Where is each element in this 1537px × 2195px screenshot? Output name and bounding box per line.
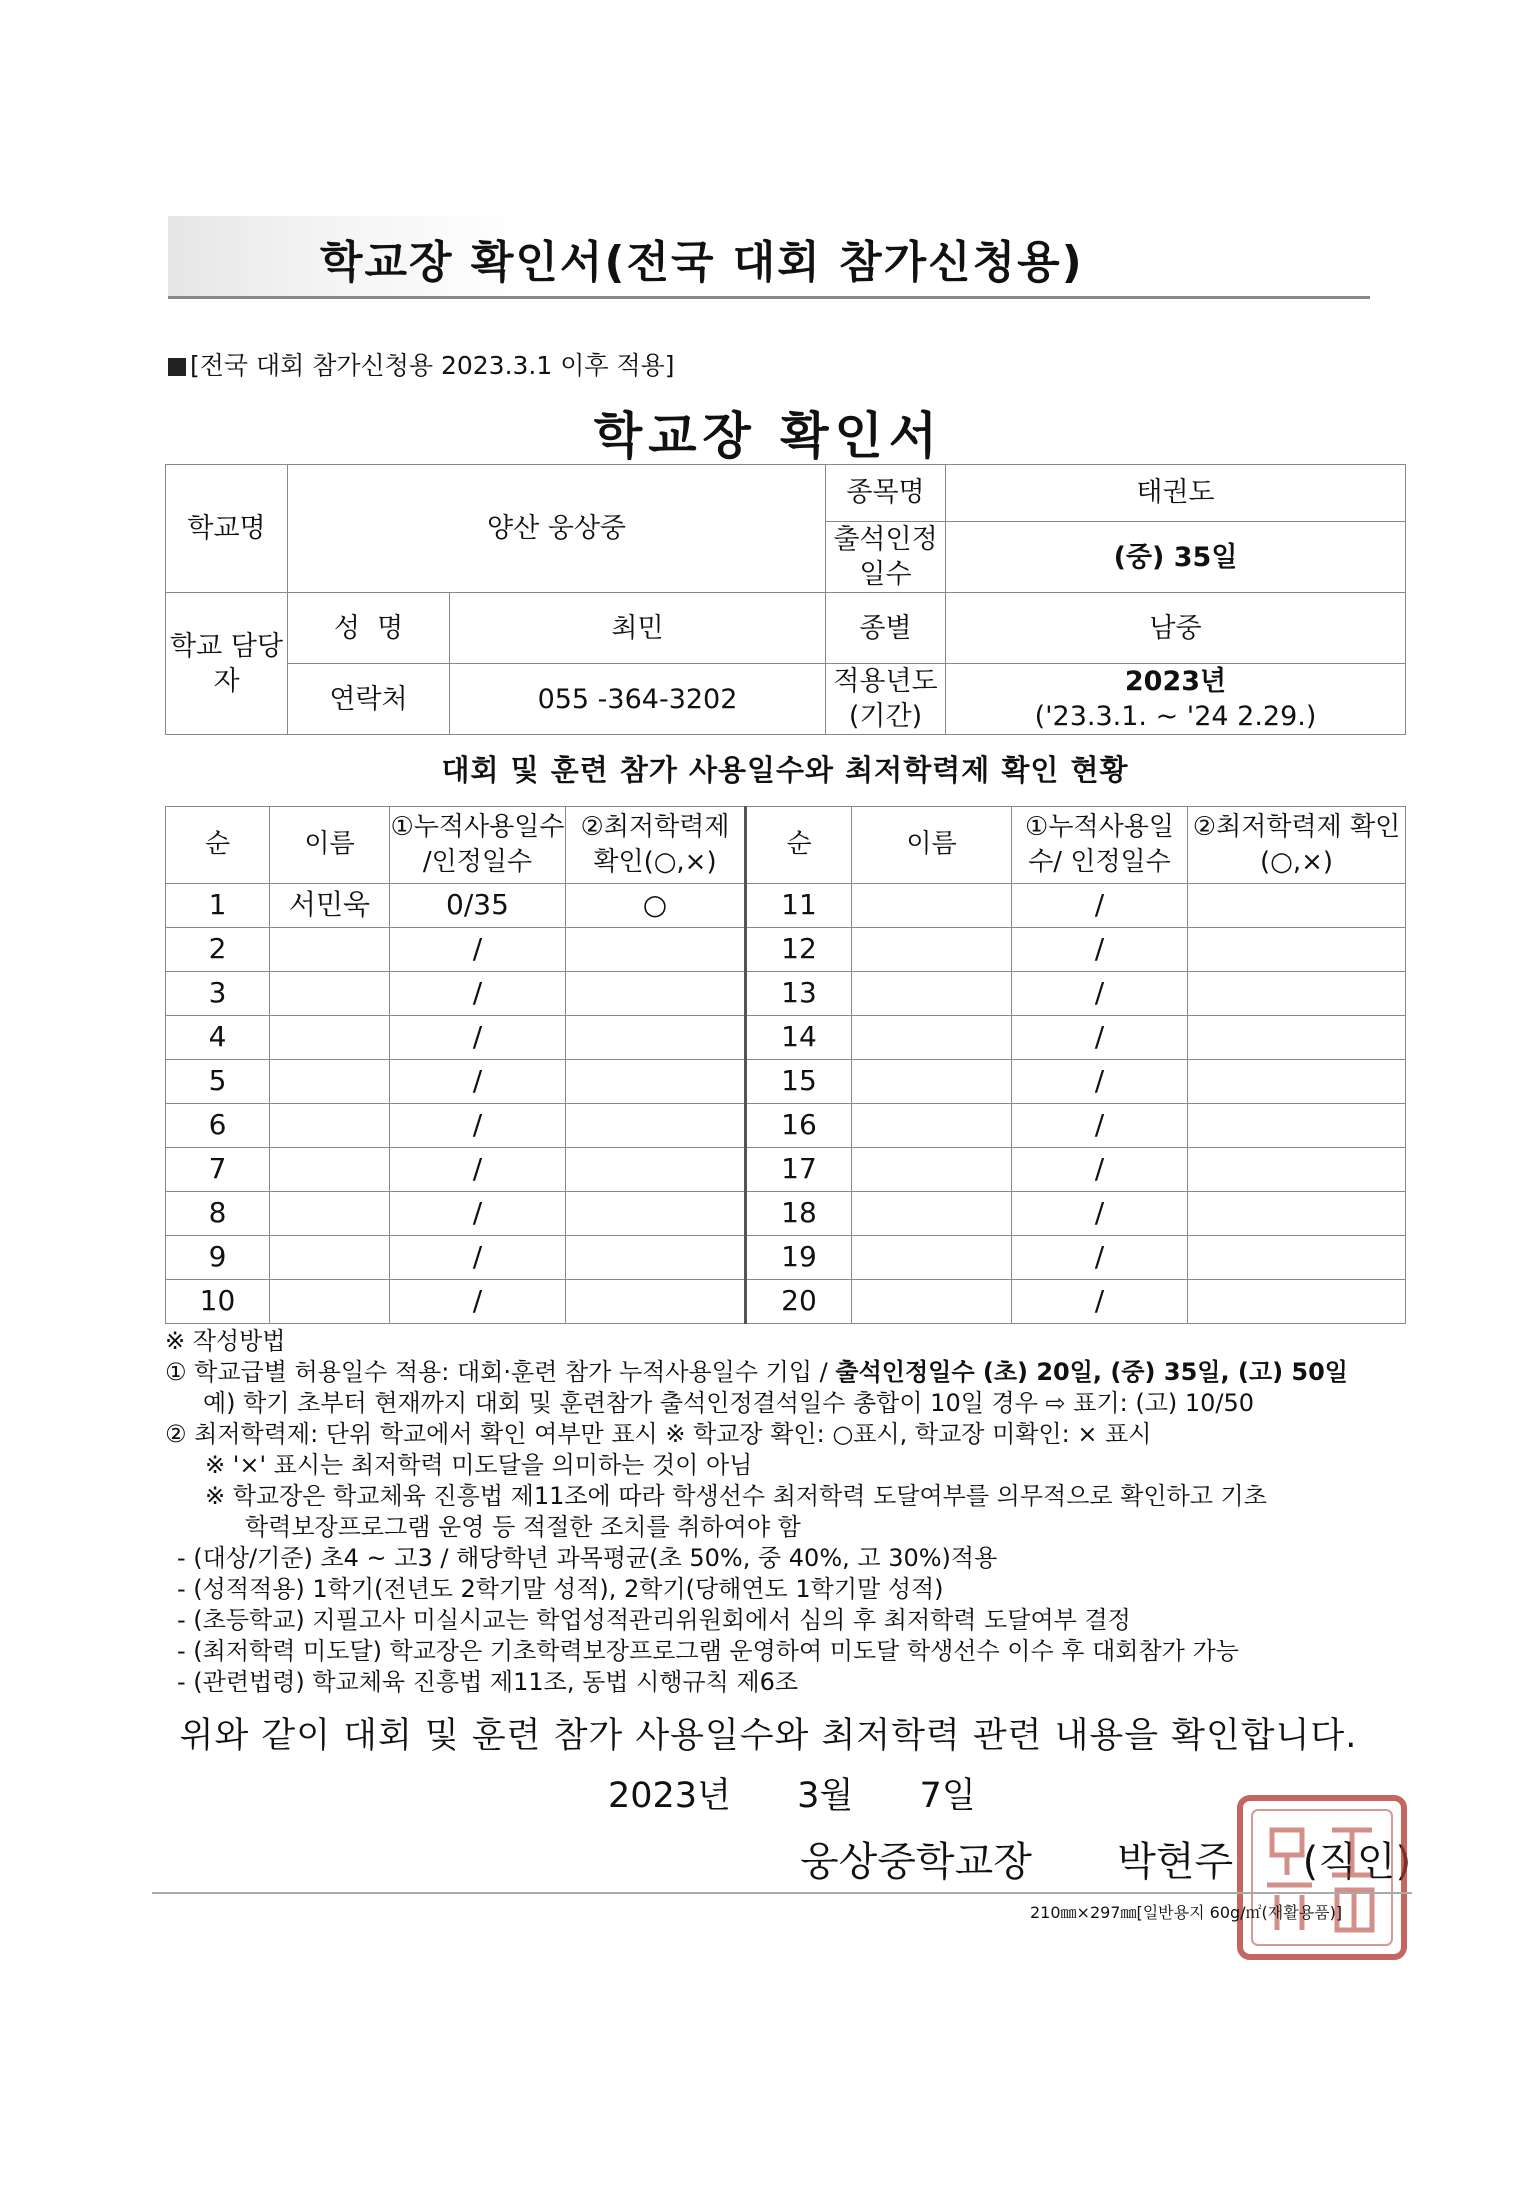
table-row — [166, 1192, 1406, 1236]
instruction-line: ※ 학교장은 학교체육 진흥법 제11조에 따라 학생선수 최저학력 도달여부를 의무적으로 확인하고 기초 — [205, 1482, 1267, 1510]
instructions-heading: ※ 작성방법 — [165, 1327, 286, 1355]
header-name-left: 이름 — [270, 807, 390, 884]
paper-spec: 210㎜×297㎜[일반용지 60g/㎡(재활용품)] — [1030, 1903, 1343, 1922]
days-used-left: / — [390, 1148, 566, 1192]
days-used-right: / — [1012, 1060, 1188, 1104]
year-cell — [946, 664, 1406, 735]
academic-check-left — [566, 928, 746, 972]
instruction-line — [165, 1357, 1405, 1388]
student-name-right — [852, 972, 1012, 1016]
header-check-right: ②최저학력제 확인(○,×) — [1188, 807, 1406, 884]
row-number-right: 15 — [746, 1060, 852, 1104]
school-name-label: 학교명 — [166, 465, 288, 593]
student-name-left — [270, 972, 390, 1016]
phone-label: 연락처 — [288, 664, 450, 735]
student-name-left — [270, 928, 390, 972]
table-row — [166, 1236, 1406, 1280]
attendance-label: 출석인정 일수 — [826, 522, 946, 593]
student-name-left — [270, 1192, 390, 1236]
academic-check-left — [566, 1236, 746, 1280]
applies-note — [168, 346, 675, 382]
student-name-left — [270, 1280, 390, 1324]
student-name-left — [270, 1060, 390, 1104]
table-row — [166, 884, 1406, 928]
instructions — [165, 1326, 1405, 1698]
period-value: ('23.3.1. ~ '24 2.29.) — [1034, 701, 1317, 733]
row-number-right: 20 — [746, 1280, 852, 1324]
academic-check-left — [566, 1280, 746, 1324]
applies-note-text: [전국 대회 참가신청용 2023.3.1 이후 적용] — [190, 351, 675, 380]
student-name-right — [852, 1280, 1012, 1324]
year-label: 적용년도 (기간) — [826, 664, 946, 735]
student-name-left — [270, 1148, 390, 1192]
academic-check-right — [1188, 1280, 1406, 1324]
instruction-line: - (최저학력 미도달) 학교장은 기초학력보장프로그램 운영하여 미도달 학생선수 이수 후 대회참가 가능 — [177, 1637, 1239, 1665]
instruction-line: - (초등학교) 지필고사 미실시교는 학업성적관리위원회에서 심의 후 최저학력 도달여부 결정 — [177, 1606, 1131, 1634]
row-number-right: 17 — [746, 1148, 852, 1192]
issue-month: 3월 — [797, 1776, 854, 1816]
instruction-line-bold: 출석인정일수 (초) 20일, (중) 35일, (고) 50일 — [835, 1358, 1348, 1386]
academic-check-right — [1188, 1060, 1406, 1104]
academic-check-right — [1188, 884, 1406, 928]
student-name-right — [852, 1060, 1012, 1104]
title-divider — [168, 296, 1370, 299]
instruction-line: - (대상/기준) 초4 ~ 고3 / 해당학년 과목평균(초 50%, 중 40%, 고 30%)적용 — [177, 1544, 998, 1572]
academic-check-left — [566, 972, 746, 1016]
academic-check-left — [566, 1060, 746, 1104]
days-used-right: / — [1012, 1148, 1188, 1192]
seal-label: (직인) — [1302, 1839, 1412, 1885]
row-number-left: 9 — [166, 1236, 270, 1280]
row-number-left: 7 — [166, 1148, 270, 1192]
student-name-right — [852, 884, 1012, 928]
row-number-left: 2 — [166, 928, 270, 972]
student-name-left — [270, 1236, 390, 1280]
row-number-right: 16 — [746, 1104, 852, 1148]
row-number-right: 13 — [746, 972, 852, 1016]
row-number-right: 19 — [746, 1236, 852, 1280]
header-days-right: ①누적사용일수/ 인정일수 — [1012, 807, 1188, 884]
issue-year: 2023년 — [608, 1776, 731, 1816]
days-used-right: / — [1012, 1016, 1188, 1060]
table-row — [166, 1148, 1406, 1192]
days-used-left: / — [390, 1016, 566, 1060]
bottom-divider — [152, 1892, 1412, 1894]
roster-table — [165, 806, 1406, 1324]
row-number-right: 18 — [746, 1192, 852, 1236]
instruction-line: 학력보장프로그램 운영 등 적절한 조치를 취하여야 함 — [245, 1513, 801, 1541]
student-name-right — [852, 928, 1012, 972]
row-number-right: 12 — [746, 928, 852, 972]
days-used-right: / — [1012, 1192, 1188, 1236]
header-name-right: 이름 — [852, 807, 1012, 884]
confirmation-statement: 위와 같이 대회 및 훈련 참가 사용일수와 최저학력 관련 내용을 확인합니다. — [179, 1716, 1358, 1756]
row-number-left: 4 — [166, 1016, 270, 1060]
days-used-right: / — [1012, 1104, 1188, 1148]
seal-border — [1240, 1798, 1404, 1957]
days-used-left: / — [390, 1280, 566, 1324]
name-value: 최민 — [450, 593, 826, 664]
student-name-right — [852, 1192, 1012, 1236]
school-principal-title: 웅상중학교장 — [800, 1839, 1032, 1885]
table-row — [166, 972, 1406, 1016]
issue-day: 7일 — [919, 1776, 976, 1816]
student-name-right — [852, 1104, 1012, 1148]
row-number-left: 3 — [166, 972, 270, 1016]
academic-check-left — [566, 1016, 746, 1060]
roster-body — [166, 884, 1406, 1324]
days-used-right: / — [1012, 928, 1188, 972]
days-used-left: 0/35 — [390, 884, 566, 928]
roster-title: 대회 및 훈련 참가 사용일수와 최저학력제 확인 현황 — [441, 753, 1129, 787]
principal-name: 박현주 — [1117, 1839, 1234, 1885]
days-used-left: / — [390, 1060, 566, 1104]
table-row — [166, 1016, 1406, 1060]
academic-check-right — [1188, 1148, 1406, 1192]
academic-check-right — [1188, 1236, 1406, 1280]
instruction-line: - (성적적용) 1학기(전년도 2학기말 성적), 2학기(당해연도 1학기말 성적) — [177, 1575, 944, 1603]
days-used-left: / — [390, 928, 566, 972]
table-row — [166, 1060, 1406, 1104]
instruction-line: 예) 학기 초부터 현재까지 대회 및 훈련참가 출석인정결석일수 총합이 10일 경우 ⇨ 표기: (고) 10/50 — [203, 1389, 1255, 1417]
header-no-left: 순 — [166, 807, 270, 884]
days-used-right: / — [1012, 1280, 1188, 1324]
academic-check-right — [1188, 1016, 1406, 1060]
instruction-line: - (관련법령) 학교체육 진흥법 제11조, 동법 시행규칙 제6조 — [177, 1668, 799, 1696]
row-number-left: 5 — [166, 1060, 270, 1104]
table-row — [166, 1280, 1406, 1324]
student-name-right — [852, 1148, 1012, 1192]
academic-check-right — [1188, 972, 1406, 1016]
roster-header-row — [166, 807, 1406, 884]
row-number-left: 1 — [166, 884, 270, 928]
student-name-left: 서민욱 — [270, 884, 390, 928]
instruction-line: ② 최저학력제: 단위 학교에서 확인 여부만 표시 ※ 학교장 확인: ○표시, 학교장 미확인: × 표시 — [165, 1420, 1152, 1448]
academic-check-left — [566, 1104, 746, 1148]
contact-group-label: 학교 담당자 — [166, 593, 288, 735]
days-used-left: / — [390, 1192, 566, 1236]
row-number-left: 8 — [166, 1192, 270, 1236]
header-check-left: ②최저학력제 확인(○,×) — [566, 807, 746, 884]
name-label: 성 명 — [288, 593, 450, 664]
year-value: 2023년 — [1124, 666, 1227, 698]
academic-check-left — [566, 1192, 746, 1236]
document-title: 학교장 확인서 — [593, 407, 944, 465]
days-used-left: / — [390, 1236, 566, 1280]
form-title: 학교장 확인서(전국 대회 참가신청용) — [320, 237, 1084, 288]
category-value: 남중 — [946, 593, 1406, 664]
days-used-right: / — [1012, 884, 1188, 928]
academic-check-right — [1188, 928, 1406, 972]
student-name-right — [852, 1236, 1012, 1280]
days-used-right: / — [1012, 972, 1188, 1016]
phone-value: 055 -364-3202 — [450, 664, 826, 735]
school-info-table — [165, 464, 1406, 735]
header-no-right: 순 — [746, 807, 852, 884]
table-row — [166, 928, 1406, 972]
academic-check-right — [1188, 1104, 1406, 1148]
days-used-left: / — [390, 1104, 566, 1148]
days-used-right: / — [1012, 1236, 1188, 1280]
instruction-line: ※ '×' 표시는 최저학력 미도달을 의미하는 것이 아님 — [205, 1451, 753, 1479]
instruction-line-text: ① 학교급별 허용일수 적용: 대회·훈련 참가 누적사용일수 기입 / — [165, 1358, 836, 1386]
header-days-left: ①누적사용일수 /인정일수 — [390, 807, 566, 884]
academic-check-right — [1188, 1192, 1406, 1236]
issue-date — [608, 1768, 976, 1818]
academic-check-left — [566, 1148, 746, 1192]
sport-label: 종목명 — [826, 465, 946, 522]
row-number-right: 11 — [746, 884, 852, 928]
school-name-value: 양산 웅상중 — [288, 465, 826, 593]
row-number-right: 14 — [746, 1016, 852, 1060]
school-seal-stamp — [1232, 1790, 1412, 1965]
category-label: 종별 — [826, 593, 946, 664]
student-name-right — [852, 1016, 1012, 1060]
academic-check-left: ○ — [566, 884, 746, 928]
days-used-left: / — [390, 972, 566, 1016]
square-bullet-icon — [168, 358, 186, 376]
row-number-left: 6 — [166, 1104, 270, 1148]
student-name-left — [270, 1016, 390, 1060]
sport-value: 태권도 — [946, 465, 1406, 522]
table-row — [166, 1104, 1406, 1148]
attendance-value: (중) 35일 — [946, 522, 1406, 593]
row-number-left: 10 — [166, 1280, 270, 1324]
student-name-left — [270, 1104, 390, 1148]
